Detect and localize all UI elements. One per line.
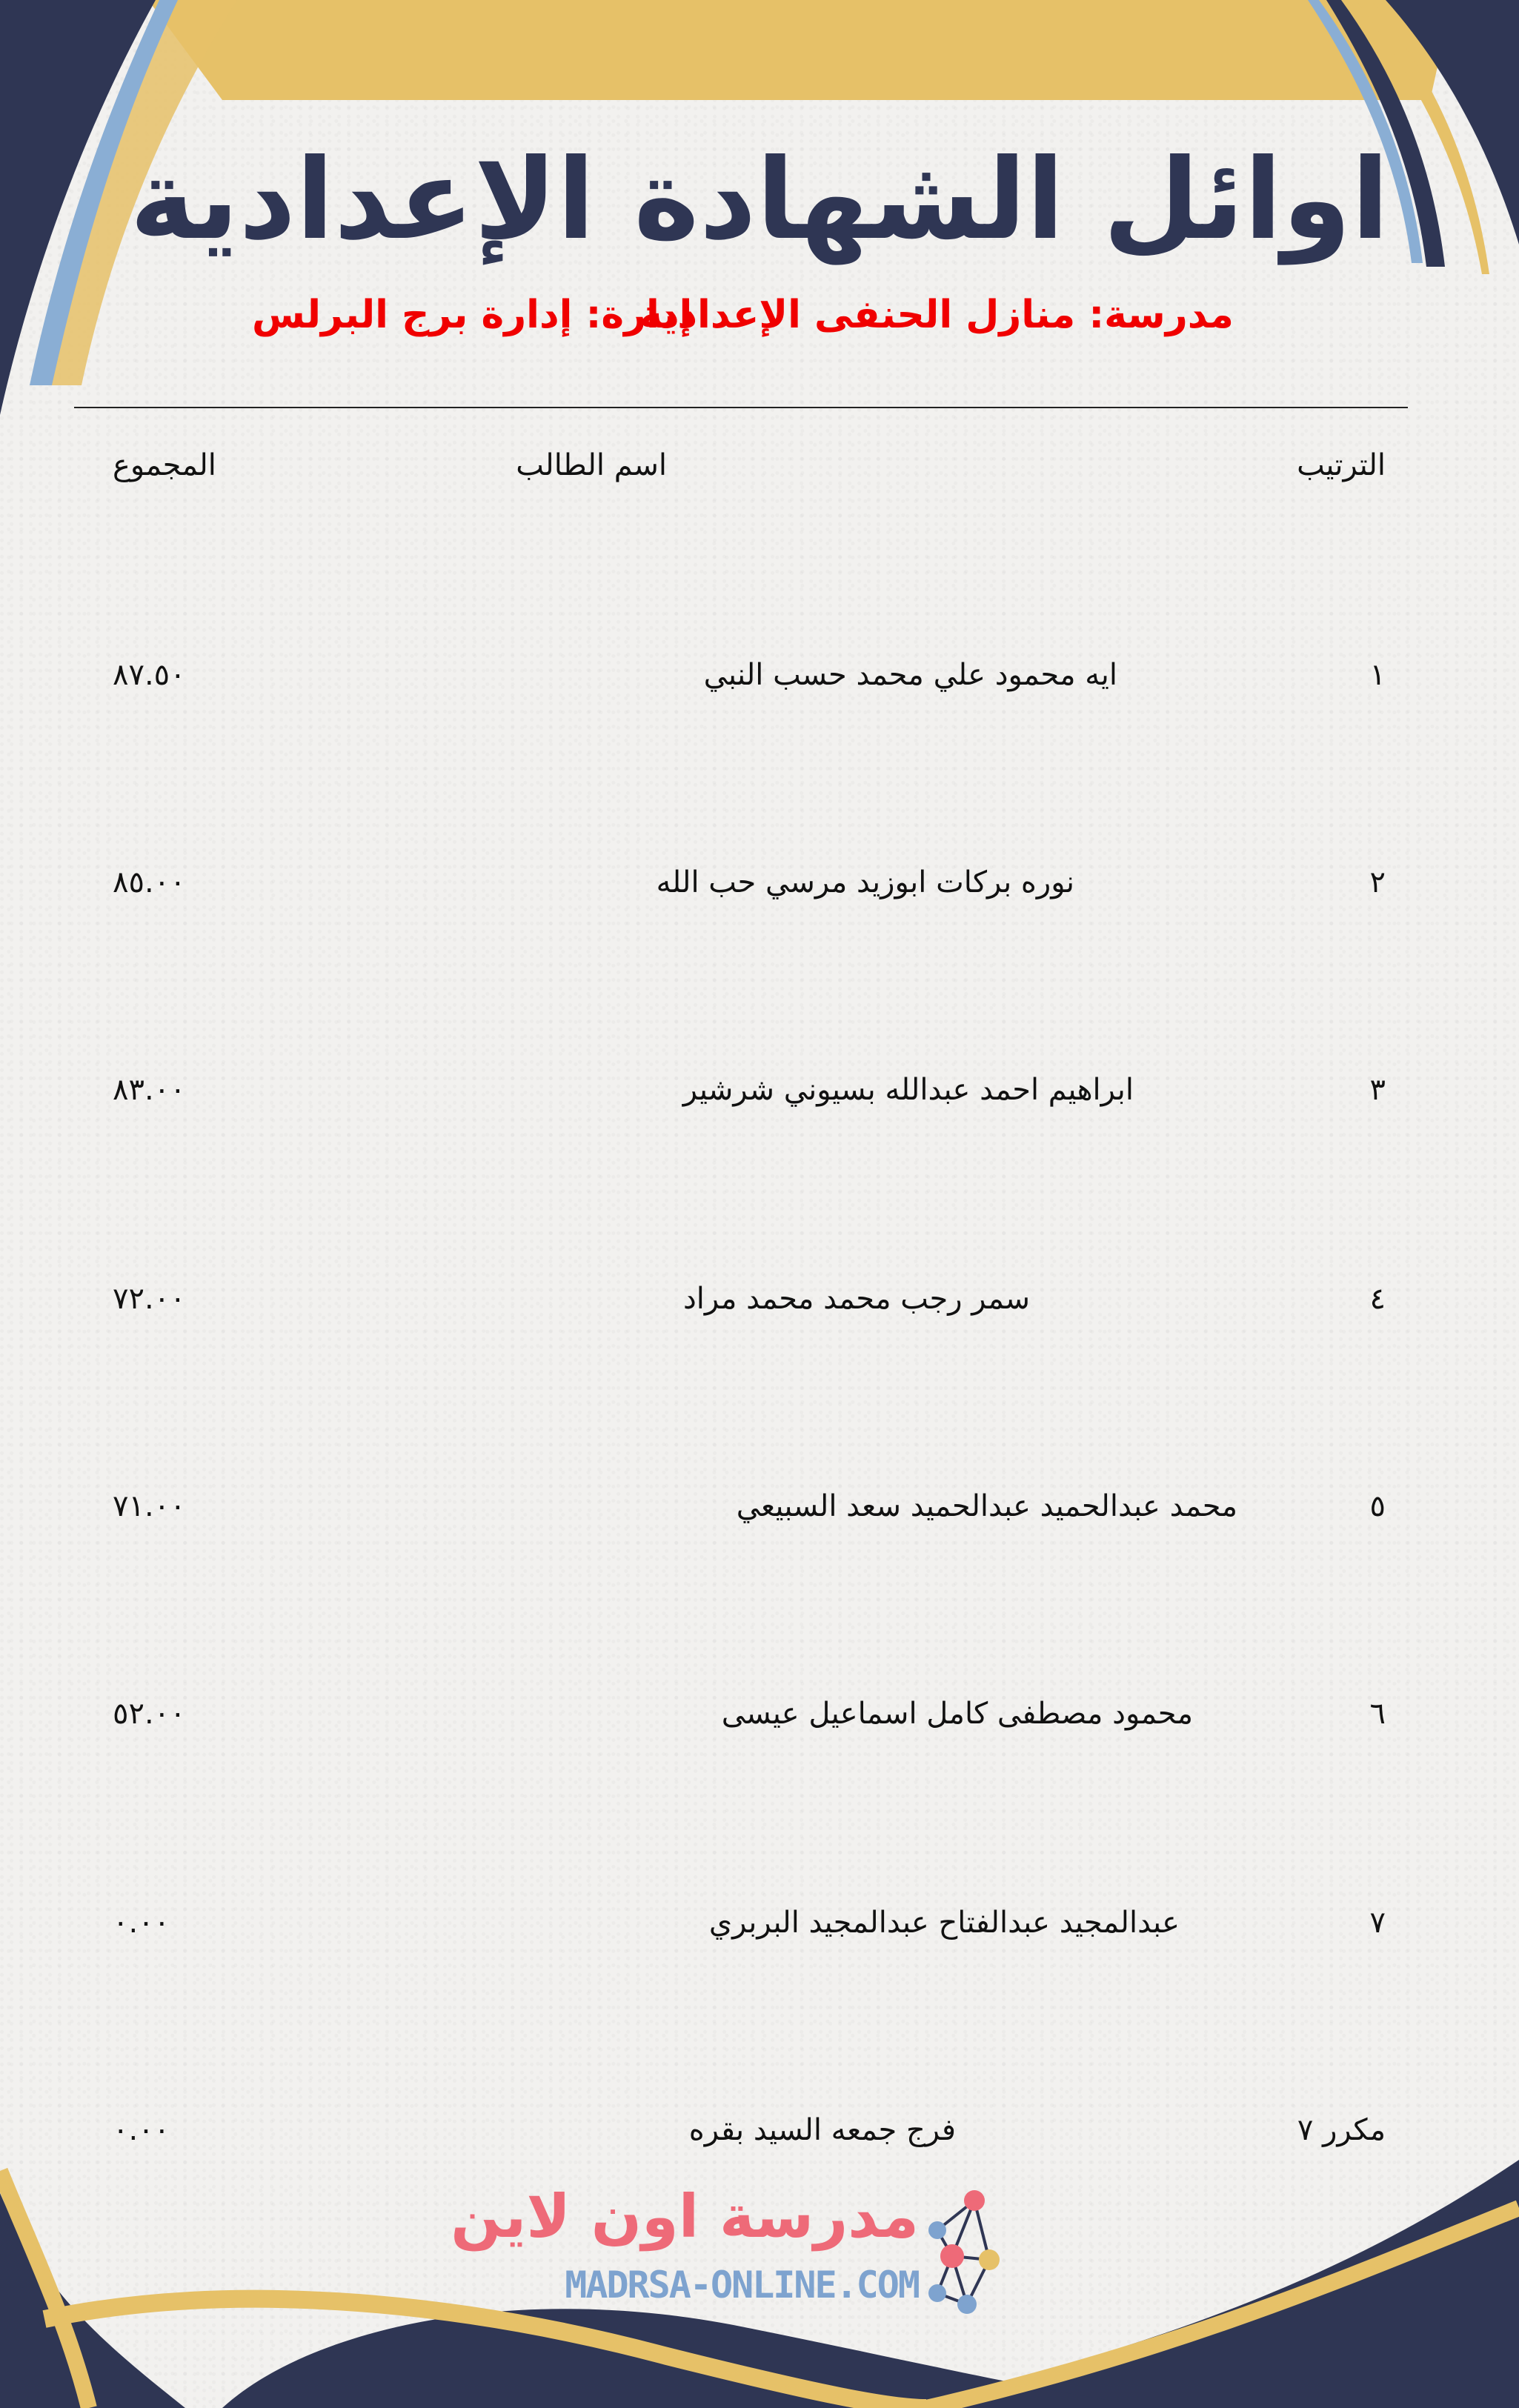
row-total: ٠.٠٠ — [113, 2113, 170, 2147]
row-rank: ٢ — [1369, 865, 1386, 899]
madrsa-online-logo — [451, 2182, 1008, 2319]
row-total: ٥٢.٠٠ — [113, 1697, 186, 1731]
row-name: ابراهيم احمد عبدالله بسيوني شرشير — [682, 1073, 1134, 1107]
page-title: اوائل الشهادة الإعدادية — [130, 136, 1389, 265]
row-name: ايه محمود علي محمد حسب النبي — [703, 658, 1117, 692]
administration-name: إدارة: إدارة برج البرلس — [252, 293, 693, 337]
row-name: عبدالمجيد عبدالفتاح عبدالمجيد البربري — [708, 1906, 1180, 1940]
logo-arabic-text: مدرسة اون لاين — [451, 2182, 919, 2251]
row-total: ٨٧.٥٠ — [113, 658, 186, 692]
school-name: مدرسة: منازل الحنفى الإعدادية — [639, 293, 1234, 337]
row-total: ٧٢.٠٠ — [113, 1282, 186, 1316]
row-total: ٠.٠٠ — [113, 1906, 170, 1940]
molecule-network-icon — [919, 2189, 1008, 2319]
logo-latin-text: MADRSA-ONLINE.COM — [565, 2264, 919, 2306]
row-rank: ٣ — [1369, 1073, 1386, 1107]
row-rank: ١ — [1369, 658, 1386, 692]
row-name: فرج جمعه السيد بقره — [688, 2113, 956, 2147]
header-divider — [74, 407, 1408, 408]
row-total: ٧١.٠٠ — [113, 1489, 186, 1523]
row-name: محمود مصطفى كامل اسماعيل عيسى — [721, 1697, 1193, 1731]
row-total: ٨٣.٠٠ — [113, 1073, 186, 1107]
header-name: اسم الطالب — [516, 448, 667, 482]
row-rank: مكرر ٧ — [1297, 2113, 1386, 2147]
row-rank: ٤ — [1369, 1282, 1386, 1316]
row-name: سمر رجب محمد محمد مراد — [682, 1282, 1030, 1316]
row-name: نوره بركات ابوزيد مرسي حب الله — [656, 865, 1074, 899]
row-total: ٨٥.٠٠ — [113, 865, 186, 899]
row-name: محمد عبدالحميد عبدالحميد سعد السبيعي — [736, 1489, 1237, 1523]
row-rank: ٧ — [1369, 1906, 1386, 1940]
header-rank: الترتيب — [1297, 448, 1386, 482]
row-rank: ٥ — [1369, 1489, 1386, 1523]
header-total: المجموع — [113, 448, 216, 482]
row-rank: ٦ — [1369, 1697, 1386, 1731]
